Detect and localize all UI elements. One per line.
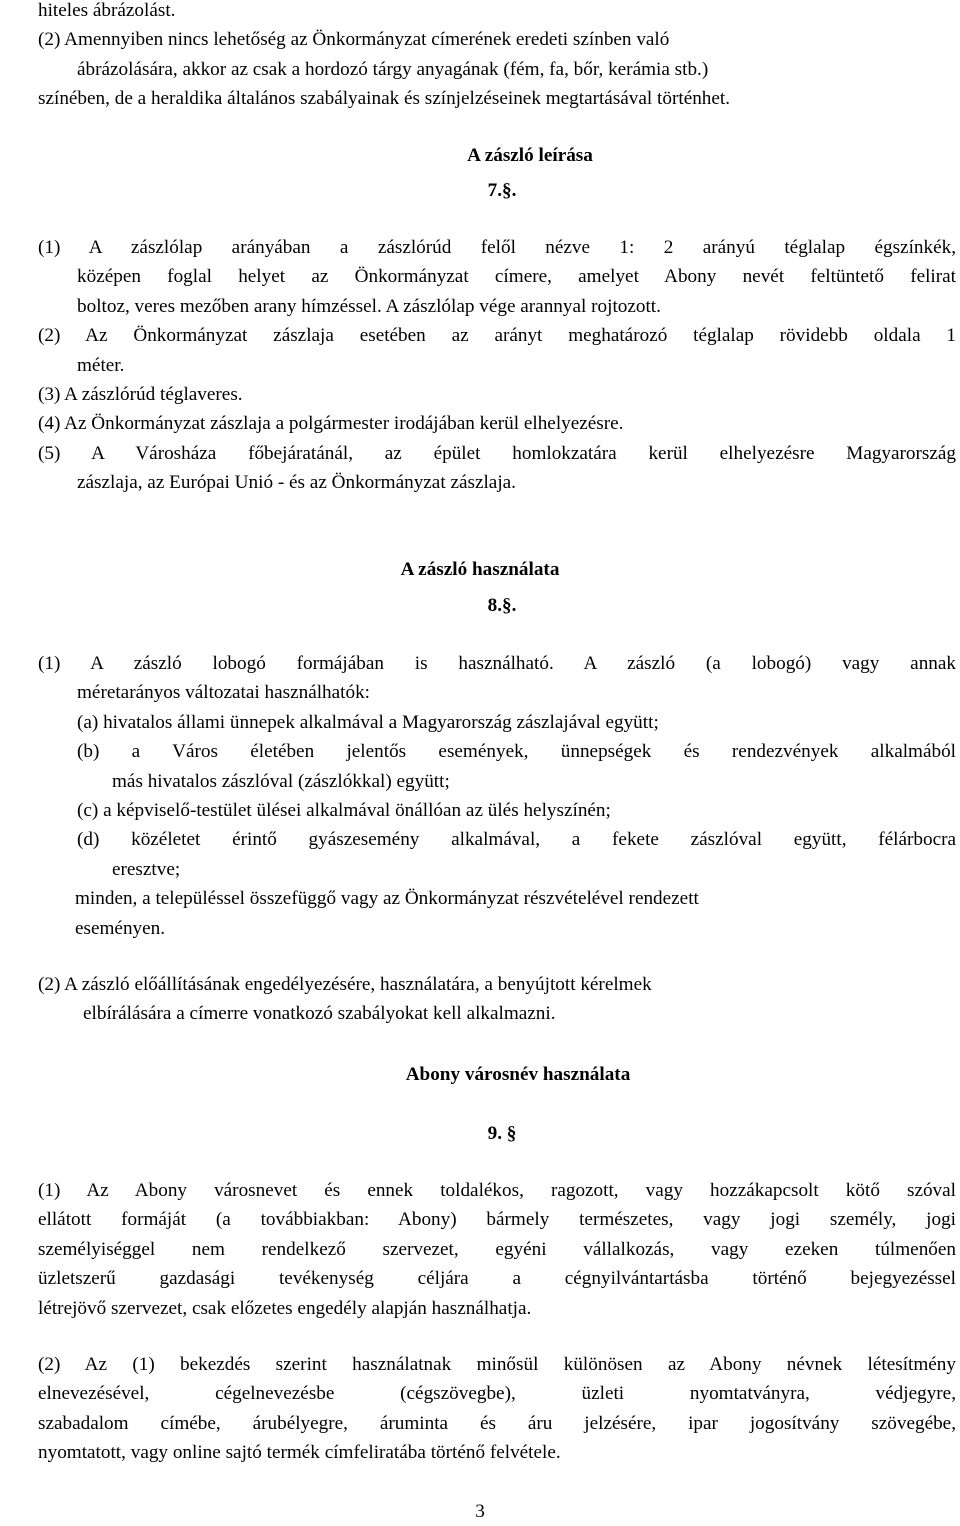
text-line: személyiséggel nem rendelkező szervezet, egyéni vállalkozás, vagy ezeken túlmenően <box>38 1238 956 1260</box>
text-line: (1) Az Abony városnevet és ennek toldalékos, ragozott, vagy hozzákapcsolt kötő szóval <box>38 1180 956 1201</box>
text-line: más hivatalos zászlóval (zászlókkal) együtt; <box>112 770 450 792</box>
text-line: (b) a Város életében jelentős események, ünnepségek és rendezvények alkalmából <box>77 741 956 763</box>
text-line: (2) Az (1) bekezdés szerint használatnak minősül különösen az Abony névnek létesítmény <box>38 1354 956 1375</box>
text-line: elnevezésével, cégelnevezésbe (cégszövegbe), üzleti nyomtatványra, védjegyre, <box>38 1383 956 1405</box>
section-8-para-2 <box>38 970 956 1029</box>
text-line: ellátott formáját (a továbbiakban: Abony) bármely természetes, vagy jogi személy, jogi <box>38 1209 956 1231</box>
text-line: (3) A zászlórúd téglaveres. <box>38 383 243 405</box>
text-line: (c) a képviselő-testület ülései alkalmával önállóan az ülés helyszínén; <box>77 799 611 821</box>
section-8-title: A zászló használata <box>400 559 560 580</box>
section-7-number: 7.§. <box>487 180 517 201</box>
text-line: zászlaja, az Európai Unió - és az Önkormányzat zászlaja. <box>77 472 516 494</box>
text-line: üzletszerű gazdasági tevékenység céljára a cégnyilvántartásba történő bejegyezéssel <box>38 1268 956 1290</box>
text-line: hiteles ábrázolást. <box>38 0 176 21</box>
text-line: méter. <box>77 354 125 376</box>
text-line: (4) Az Önkormányzat zászlaja a polgármester irodájában kerül elhelyezésre. <box>38 413 624 435</box>
text-line: (5) A Városháza főbejáratánál, az épület homlokzatára kerül elhelyezésre Magyarország <box>38 442 956 464</box>
page-number: 3 <box>475 1501 485 1522</box>
text-line: (d) közéletet érintő gyászesemény alkalmával, a fekete zászlóval együtt, félárbocra <box>77 829 956 851</box>
section-8-number: 8.§. <box>487 595 517 616</box>
section-7-body <box>38 233 956 498</box>
text-line: (a) hivatalos állami ünnepek alkalmával a Magyarország zászlajával együtt; <box>77 711 659 733</box>
section-9-para-2 <box>38 1350 956 1468</box>
intro-continuation <box>38 0 956 114</box>
text-line: (2) Amennyiben nincs lehetőség az Önkormányzat címerének eredeti színben való <box>38 29 670 51</box>
section-7-title: A zászló leírása <box>467 145 593 166</box>
text-line: színében, de a heraldika általános szabályainak és színjelzéseinek megtartásával történhet. <box>38 88 731 110</box>
text-line: (1) A zászló lobogó formájában is használható. A zászló (a lobogó) vagy annak <box>38 653 956 674</box>
text-line: nyomtatott, vagy online sajtó termék címfeliratába történő felvétele. <box>38 1442 561 1464</box>
text-line: eresztve; <box>112 858 181 880</box>
text-line: eseményen. <box>75 917 166 939</box>
text-line: minden, a településsel összefüggő vagy az Önkormányzat részvételével rendezett <box>75 888 699 910</box>
text-line: elbírálására a címerre vonatkozó szabályokat kell alkalmazni. <box>83 1003 556 1025</box>
text-line: szabadalom címébe, árubélyegre, áruminta és áru jelzésére, ipar jogosítvány szövegébe, <box>38 1412 956 1434</box>
section-8-body <box>38 649 956 943</box>
section-9-number: 9. § <box>487 1123 517 1144</box>
section-9-title: Abony városnév használata <box>405 1064 631 1085</box>
text-line: létrejövő szervezet, csak előzetes engedély alapján használhatja. <box>38 1297 532 1319</box>
text-line: ábrázolására, akkor az csak a hordozó tárgy anyagának (fém, fa, bőr, kerámia stb.) <box>77 58 709 80</box>
text-line: középen foglal helyet az Önkormányzat címere, amelyet Abony nevét feltüntető felirat <box>77 266 956 288</box>
text-line: boltoz, veres mezőben arany hímzéssel. A zászlólap vége arannyal rojtozott. <box>77 295 661 317</box>
section-9-para-1 <box>38 1176 956 1323</box>
text-line: (2) A zászló előállításának engedélyezésére, használatára, a benyújtott kérelmek <box>38 974 652 995</box>
text-line: (2) Az Önkormányzat zászlaja esetében az arányt meghatározó téglalap rövidebb oldala 1 <box>38 325 956 347</box>
text-line: méretarányos változatai használhatók: <box>77 682 371 704</box>
text-line: (1) A zászlólap arányában a zászlórúd felől nézve 1: 2 arányú téglalap égszínkék, <box>38 237 956 258</box>
